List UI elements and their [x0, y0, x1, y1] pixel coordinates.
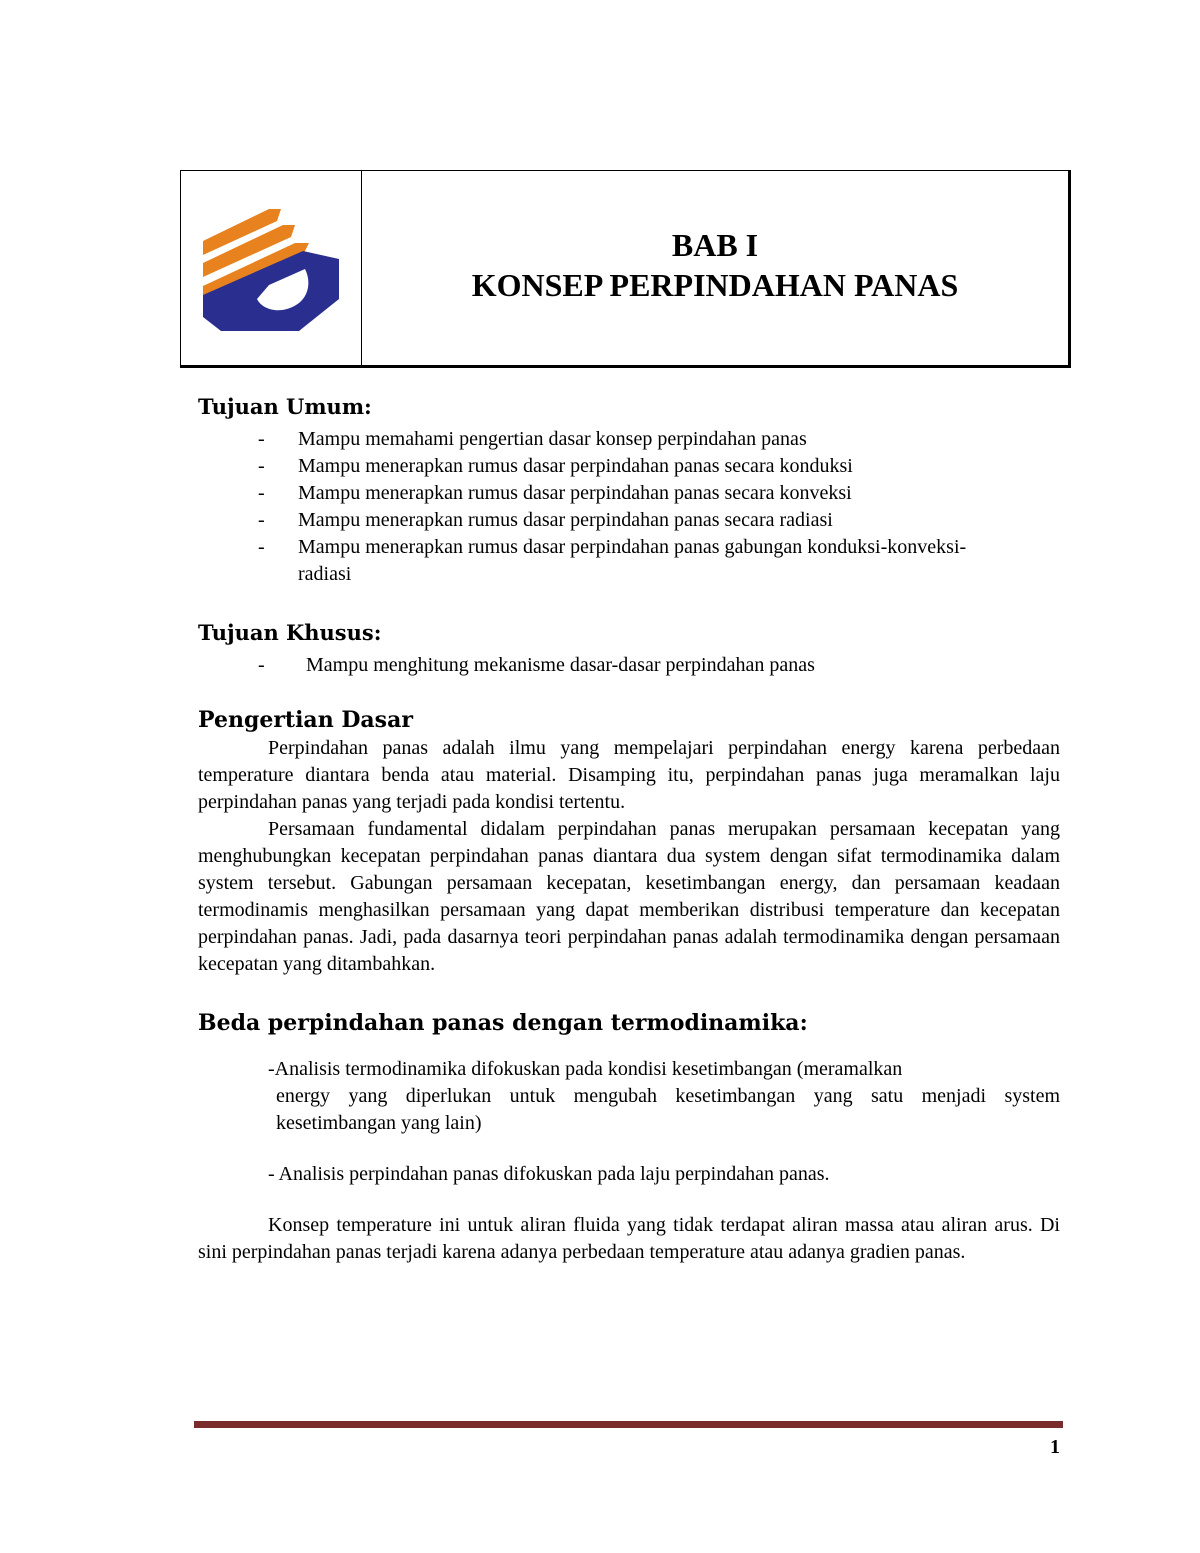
beda-item-2: - Analisis perpindahan panas difokuskan pada laju perpindahan panas. — [268, 1163, 830, 1185]
beda-heading: Beda perpindahan panas dengan termodinamika: — [198, 1010, 808, 1036]
pengertian-paragraph-2: Persamaan fundamental didalam perpindahan panas merupakan persamaan kecepatan yang menghubungkan kecepatan perpindahan panas diantara dua system dengan sifat termodinamika dalam system tersebut. Gabungan persamaan kecepatan, kesetimbangan energy, dan persamaan keadaan termodinamis menghasilkan persamaan yang dapat memberikan distribusi temperature dan kecepatan perpindahan panas. Jadi, pada dasarnya teori perpindahan panas adalah termodinamika dengan persamaan kecepatan yang ditambahkan. — [198, 818, 1060, 975]
pengertian-paragraph-1: Perpindahan panas adalah ilmu yang mempelajari perpindahan energy karena perbedaan temperature diantara benda atau material. Disamping itu, perpindahan panas juga meramalkan laju perpindahan panas yang terjadi pada kondisi tertentu. — [198, 737, 1060, 813]
chapter-number: BAB I — [671, 227, 759, 263]
tujuan-umum-heading: Tujuan Umum: — [198, 394, 372, 419]
closing-paragraph: Konsep temperature ini untuk aliran fluida yang tidak terdapat aliran massa atau aliran arus. Di sini perpindahan panas terjadi karena adanya perbedaan temperature atau adanya gradien panas. — [198, 1214, 1060, 1263]
chapter-header-box — [180, 170, 1071, 368]
footer-rule — [194, 1421, 1063, 1428]
tujuan-umum-list — [198, 426, 1060, 588]
list-item: - Mampu menerapkan rumus dasar perpindahan panas gabungan konduksi-konveksi- radiasi — [258, 536, 967, 585]
list-item: - Mampu menerapkan rumus dasar perpindahan panas secara konduksi — [258, 455, 853, 477]
institution-logo — [199, 207, 344, 332]
pengertian-heading: Pengertian Dasar — [198, 707, 413, 733]
logo-cell — [181, 171, 362, 365]
beda-item-1: -Analisis termodinamika difokuskan pada kondisi kesetimbangan (meramalkan energy yang diperlukan untuk mengubah kesetimbangan yang satu menjadi system kesetimbangan yang lain) — [268, 1058, 1060, 1134]
tujuan-khusus-heading: Tujuan Khusus: — [198, 620, 382, 645]
chapter-title-cell — [362, 171, 1068, 365]
list-item: - Mampu memahami pengertian dasar konsep perpindahan panas — [258, 428, 807, 450]
document-body — [198, 392, 1060, 1266]
list-item: - Mampu menghitung mekanisme dasar-dasar perpindahan panas — [258, 654, 815, 676]
list-item: - Mampu menerapkan rumus dasar perpindahan panas secara radiasi — [258, 509, 833, 531]
page-number: 1 — [1050, 1436, 1060, 1458]
tujuan-khusus-list — [198, 652, 1060, 679]
list-item: - Mampu menerapkan rumus dasar perpindahan panas secara konveksi — [258, 482, 852, 504]
chapter-title: KONSEP PERPINDAHAN PANAS — [471, 267, 959, 303]
